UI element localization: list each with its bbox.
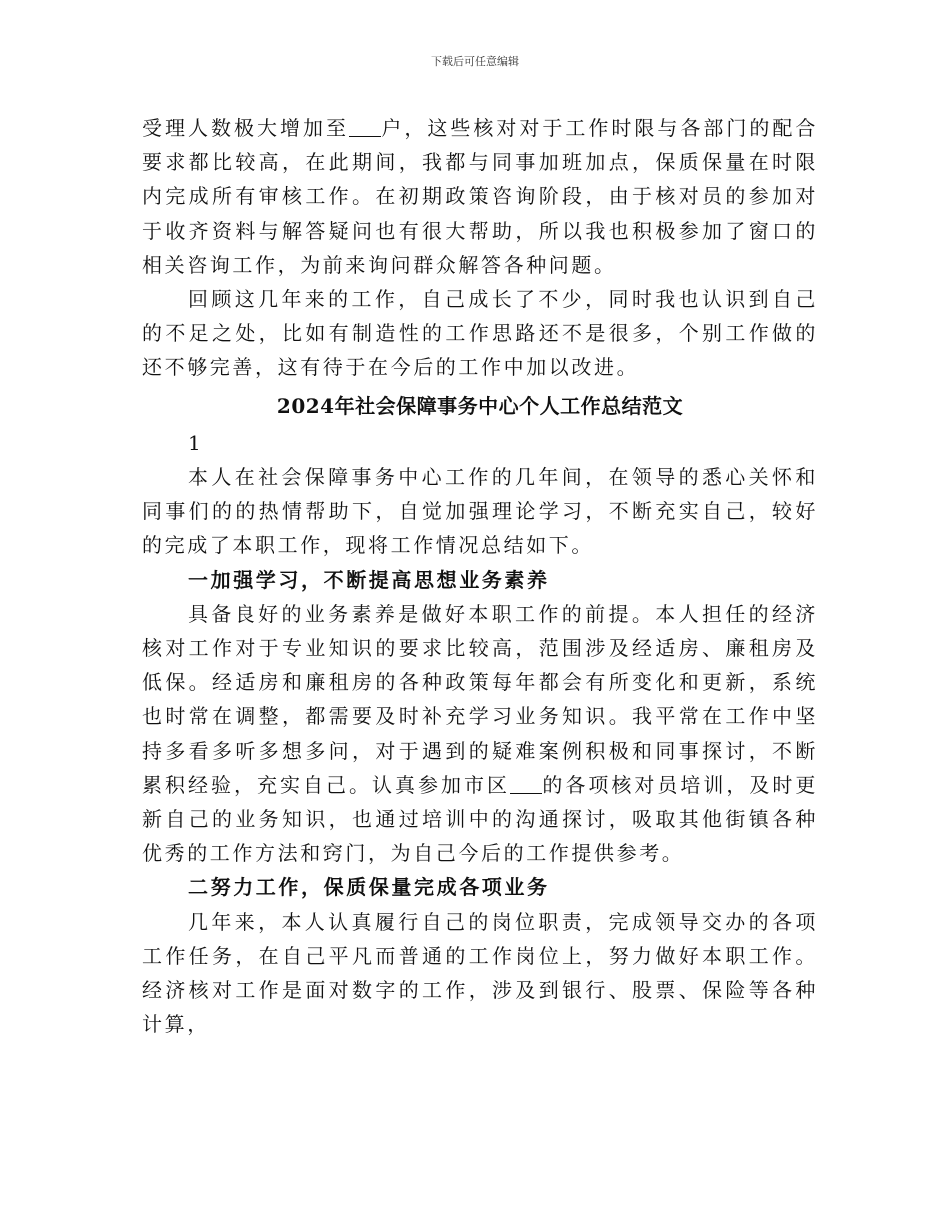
paragraph-section-1 [142,597,818,871]
section-number: 1 [188,430,204,455]
fill-blank [349,116,381,137]
page-header: 下载后可任意编辑 [431,55,519,68]
section-heading-1: 一加强学习，不断提高思想业务素养 [188,567,550,592]
paragraph-text: 具备良好的业务素养是做好本职工作的前提。本人担任的经济核对工作对于专业知识的要求比较高，范围涉及经适房、廉租房及低保。经适房和廉租房的各种政策每年都会有所变化和更新，系统也时常在调整，都需要及时补充学习业务知识。我平常在工作中坚持多看多听多想多问，对于遇到的疑难案例积极和同事探讨，不断累积经验，充实自己。认真参加市区 [142,601,818,797]
paragraph-text: 的各项核对员培训，及时更新自己的业务知识，也通过培训中的沟通探讨，吸取其他街镇各种优秀的工作方法和窍门，为自己今后的工作提供参考。 [142,772,818,866]
document-body [142,111,818,1041]
section-heading-2: 二努力工作，保质保量完成各项业务 [188,875,550,900]
paragraph-text: 户，这些核对对于工作时限与各部门的配合要求都比较高，在此期间，我都与同事加班加点，保质保量在时限内完成所有审核工作。在初期政策咨询阶段，由于核对员的参加对于收齐资料与解答疑问也有很大帮助，所以我也积极参加了窗口的相关咨询工作，为前来询问群众解答各种问题。 [142,116,818,277]
paragraph-text: 受理人数极大增加至 [142,116,349,140]
paragraph-continued [142,111,818,282]
paragraph-intro: 本人在社会保障事务中心工作的几年间，在领导的悉心关怀和同事们的的热情帮助下，自觉加强理论学习，不断充实自己，较好的完成了本职工作，现将工作情况总结如下。 [142,465,818,558]
fill-blank [510,773,542,794]
document-title: 2024年社会保障事务中心个人工作总结范文 [276,393,684,418]
paragraph-review: 回顾这几年来的工作，自己成长了不少，同时我也认识到自己的不足之处，比如有制造性的工作思路还不是很多，个别工作做的还不够完善，这有待于在今后的工作中加以改进。 [142,287,818,380]
paragraph-section-2: 几年来，本人认真履行自己的岗位职责，完成领导交办的各项工作任务，在自己平凡而普通的工作岗位上，努力做好本职工作。经济核对工作是面对数字的工作，涉及到银行、股票、保险等各种计算， [142,909,818,1037]
